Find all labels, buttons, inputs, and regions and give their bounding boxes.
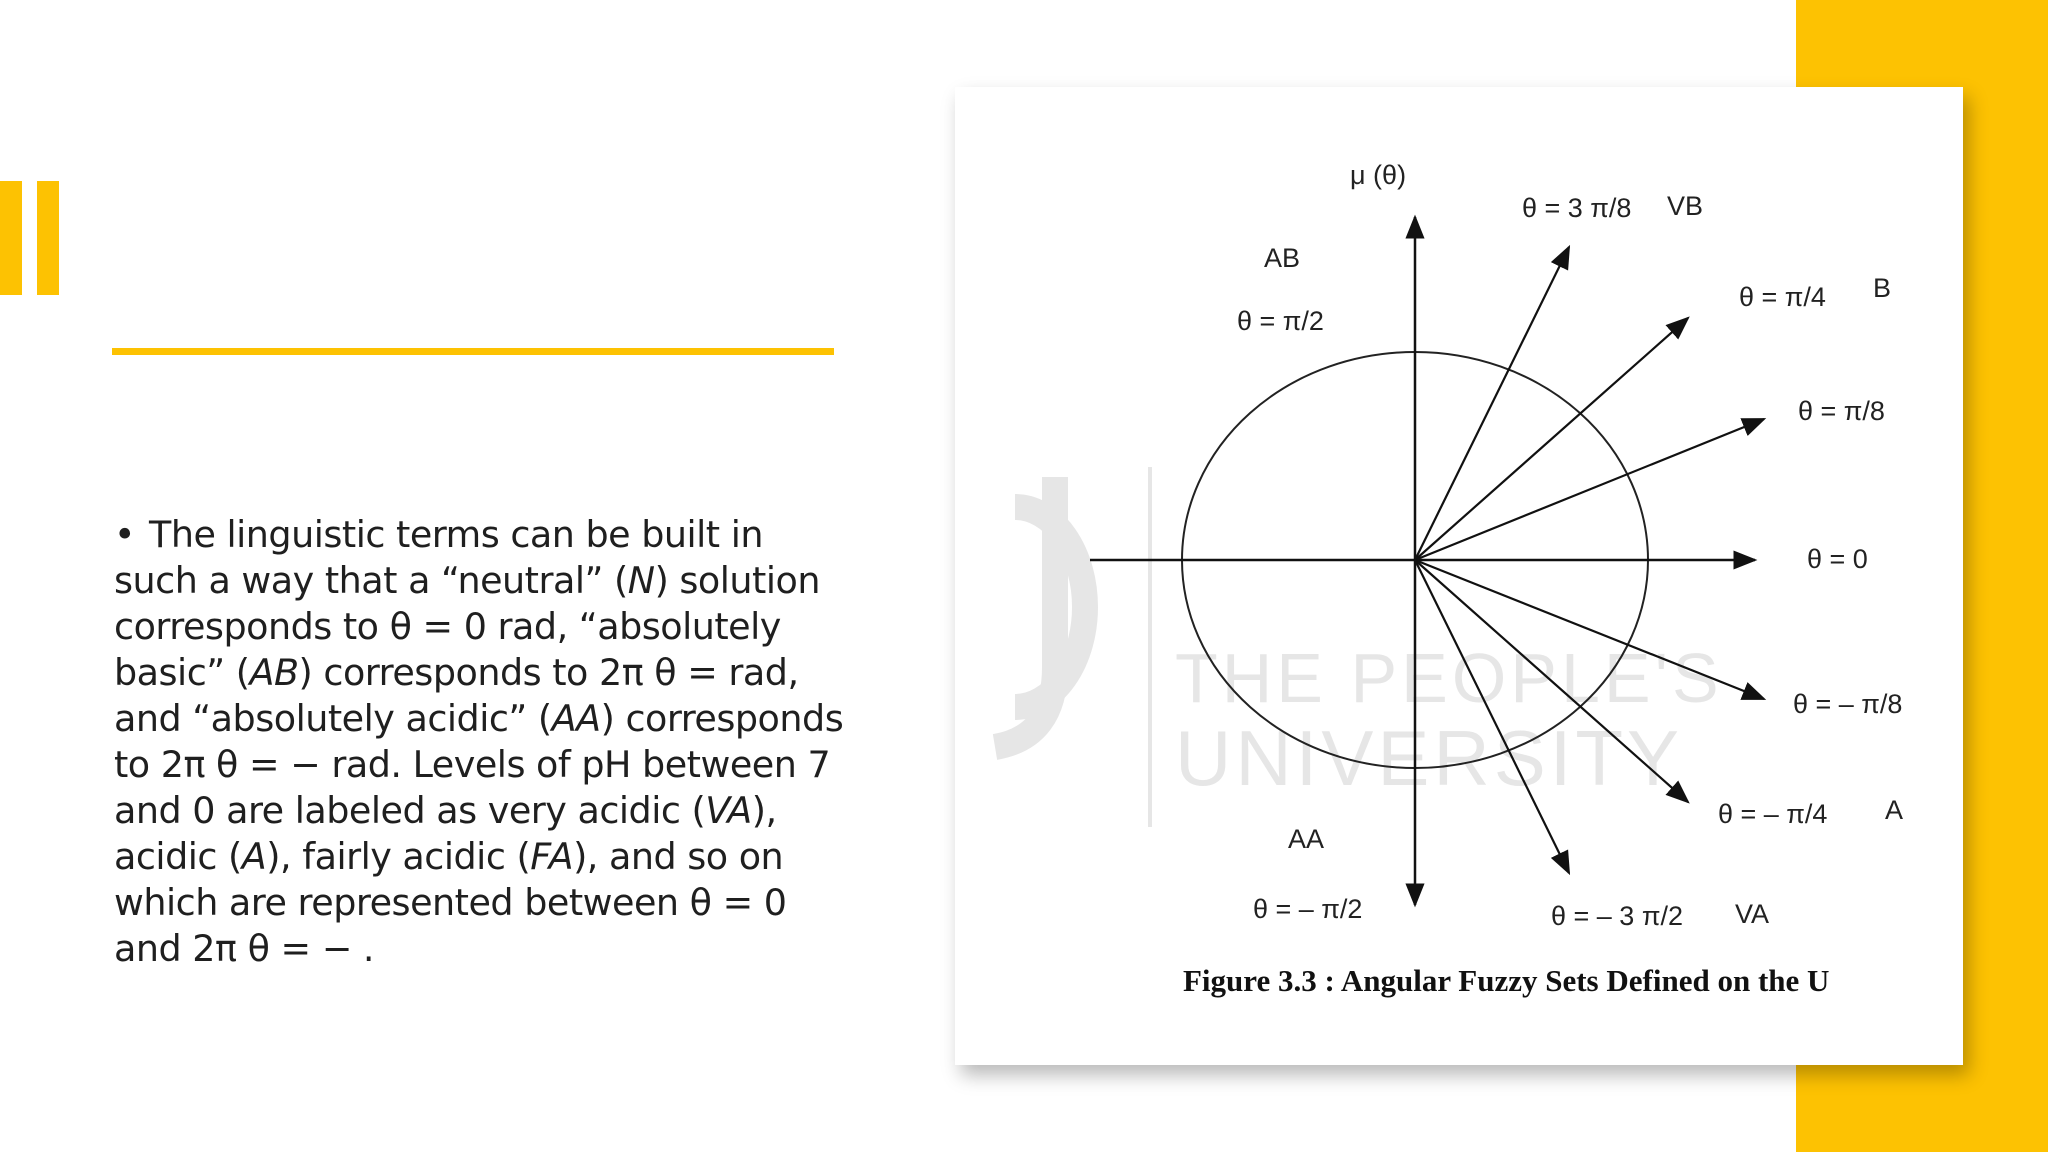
- text-run: The linguistic terms can be built in such a way that a “neutral” (: [114, 513, 763, 602]
- watermark-line2: UNIVERSITY: [1175, 714, 1684, 802]
- label-ab-name: AB: [1264, 243, 1301, 273]
- term-aa: AA: [551, 697, 601, 740]
- quote-mark-bar-left: [0, 181, 22, 295]
- watermark-line1: THE PEOPLE'S: [1175, 639, 1723, 717]
- label-a-name: A: [1885, 795, 1904, 825]
- label-vb-angle: θ = 3 π/8: [1522, 193, 1632, 223]
- label-theta-zero: θ = 0: [1807, 544, 1868, 574]
- label-va-name: VA: [1735, 899, 1770, 929]
- figure-card: [955, 87, 1963, 1065]
- university-watermark: [995, 467, 1723, 827]
- bullet-marker: •: [114, 513, 136, 556]
- label-aa-name: AA: [1288, 824, 1325, 854]
- term-fa: FA: [530, 835, 574, 878]
- angular-fuzzy-sets-diagram: [955, 87, 1963, 1065]
- label-theta-neg-pi8: θ = – π/8: [1793, 689, 1903, 719]
- label-theta-pi8: θ = π/8: [1798, 396, 1885, 426]
- label-vb-name: VB: [1667, 191, 1704, 221]
- y-axis-label: μ (θ): [1350, 160, 1407, 190]
- ray-3pi8: [1415, 247, 1569, 560]
- label-va-angle: θ = – 3 π/2: [1551, 901, 1683, 931]
- quote-mark-bar-right: [37, 181, 59, 295]
- label-b-angle: θ = π/4: [1739, 282, 1826, 312]
- figure-caption: Figure 3.3 : Angular Fuzzy Sets Defined on the U: [1183, 963, 1830, 998]
- ray-pi8: [1415, 419, 1764, 560]
- term-va: VA: [705, 789, 752, 832]
- text-run: ), fairly acidic (: [266, 835, 531, 878]
- term-n: N: [627, 559, 655, 602]
- term-a: A: [241, 835, 267, 878]
- label-b-name: B: [1873, 273, 1892, 303]
- label-a-angle: θ = – π/4: [1718, 799, 1828, 829]
- text-run: ) corresponds to 2π θ = − rad. Levels of pH between 7 and 0 are labeled as very acidic (: [114, 697, 844, 832]
- text-run: ) corresponds to 2π θ = rad, and “absolutely acidic” (: [114, 651, 799, 740]
- title-underline: [112, 348, 834, 355]
- label-ab-angle: θ = π/2: [1237, 306, 1324, 336]
- text-run: ), acidic (: [114, 789, 777, 878]
- text-run: ) solution corresponds to θ = 0 rad, “absolutely basic” (: [114, 559, 820, 694]
- bullet-paragraph: [114, 512, 854, 972]
- term-ab: AB: [249, 651, 299, 694]
- label-aa-angle: θ = – π/2: [1253, 894, 1363, 924]
- text-run: ), and so on which are represented between θ = 0 and 2π θ = − .: [114, 835, 787, 970]
